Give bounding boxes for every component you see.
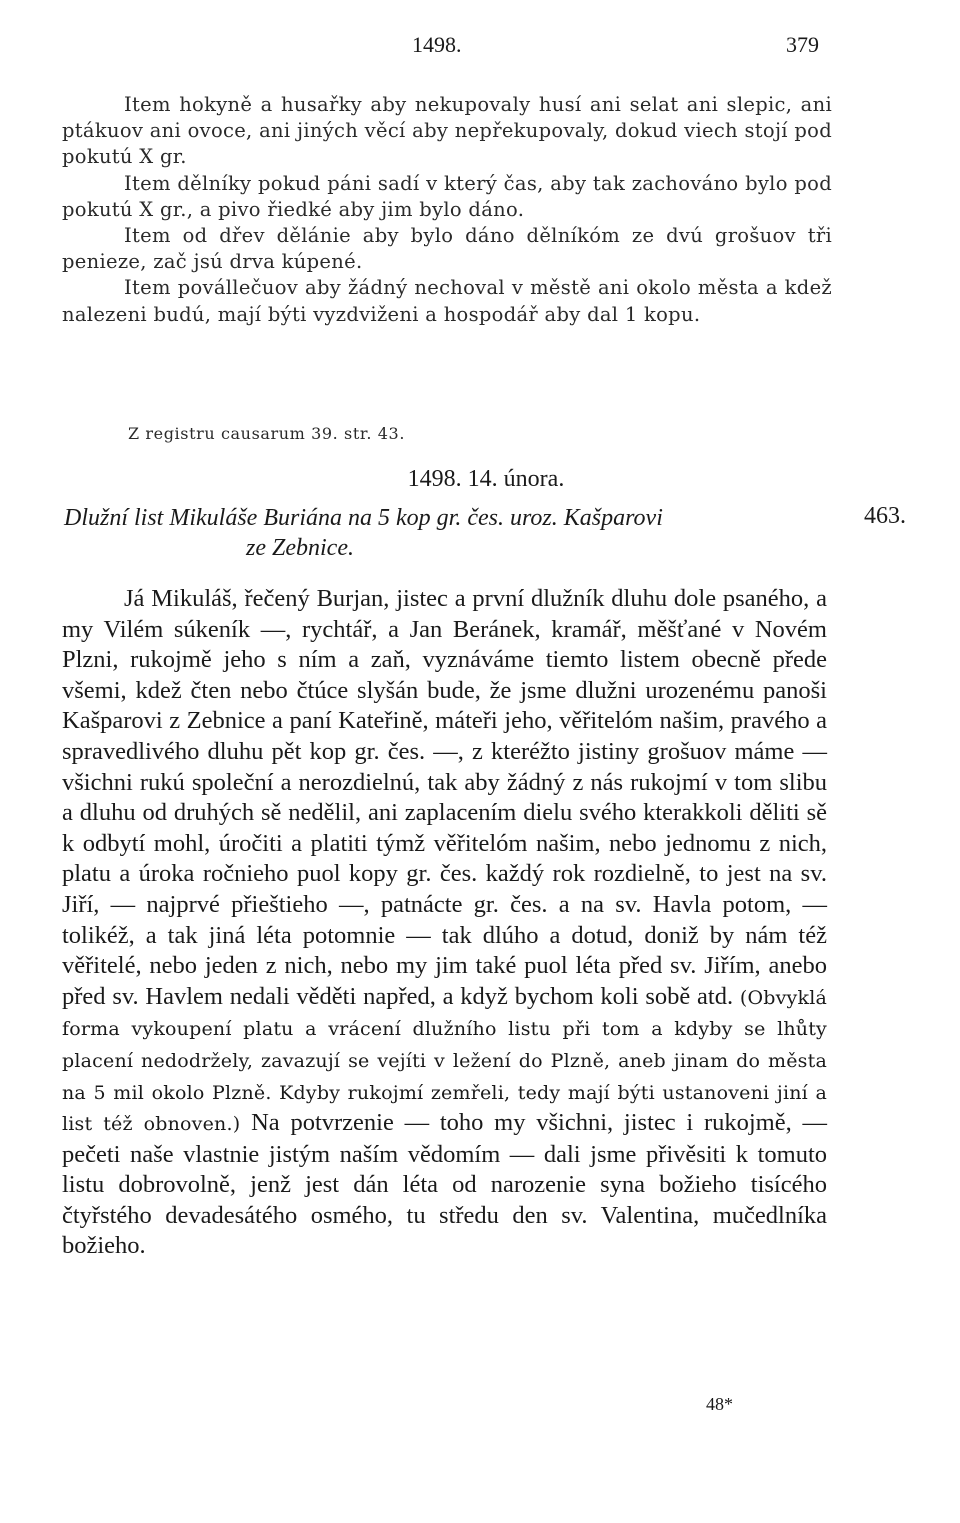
page-number: 379: [786, 32, 819, 57]
charter-text-b: Na potvrzenie — toho my všichni, jistec i rukojmě, — pečeti naše vlastnie jistým naším vědomím — dali jsme přivěsiti k tomuto listu dobrovolně, jenž jest dán léta od narozenie syna božieho tisícého čtyřstého devadesátého osmého, tu středu den sv. Valentina, mučedlníka božieho.: [62, 1109, 827, 1260]
document-title-line-1: Dlužní list Mikuláše Buriána na 5 kop gr. čes. uroz. Kašparovi: [64, 505, 663, 531]
source-note: Z registru causarum 39. str. 43.: [128, 424, 406, 443]
regulations-block: [62, 92, 832, 328]
item-paragraph: Item dělníky pokud páni sadí v který čas, aby tak zachováno bylo pod pokutú X gr., a pivo řiedké aby jim bylo dáno.: [62, 171, 832, 221]
date-heading: 1498. 14. února.: [407, 466, 565, 492]
item-paragraph: Item od dřev dělánie aby bylo dáno dělníkóm ze dvú grošuov tři penieze, zač jsú drva kúpené.: [62, 224, 832, 274]
charter-number: 463.: [864, 503, 906, 529]
editorial-note: (Obvyklá forma vykoupení platu a vrácení dlužního listu při tom a kdyby se lhůty placení nedodržely, zavazují se vejíti v ležení do Plzně, aneb jinam do města na 5 mil okolo Plzně. Kdyby rukojmí zemřeli, tedy mají býti ustanoveni jiní a list též obnoven.): [62, 986, 828, 1136]
charter-body: [62, 584, 827, 1262]
running-header-year: 1498.: [412, 32, 462, 57]
document-title-line-2: ze Zebnice.: [246, 535, 354, 561]
charter-text-a: Já Mikuláš, řečený Burjan, jistec a první dlužník dluhu dole psaného, a my Vilém súkeník —, rychtář, a Jan Beránek, kramář, měšťané v Novém Plzni, rukojmě jeho s ním a zaň, vyznáváme tiemto listem obecně přede všemi, kdež čten nebo čtúce slyšán bude, že jsme dlužni urozenému panoši Kašparovi z Zebnice a paní Kateřině, máteři jeho, věřitelóm našim, pravého a spravedlivého dluhu pět kop gr. čes. —, z kteréžto jistiny grošuov máme — všichni rukú společní a nerozdielnú, tak aby žádný z nás rukojmí v tom slibu a dluhu od druhých sě nedělil, ani zaplacením dielu svého kterakkoli děliti sě k odbytí mohl, úročiti a platiti týmž věřitelóm našim, nebo jednomu z nich, platu a úroka ročnieho puol kopy gr. čes. každý rok rozdielně, to jest na sv. Jiří, — najprvé přieštieho —, patnácte gr. čes. a na sv. Havla potom, — tolikéž, a tak jiná léta potomnie — tak dlúho a dotud, doniž by nám též věřitelé, nebo jeden z nich, nebo my jim také puol léta před sv. Jiřím, anebo před sv. Havlem nedali věděti napřed, a když bychom koli sobě atd.: [62, 585, 827, 1010]
signature-mark: 48*: [706, 1394, 733, 1414]
charter-paragraph: [62, 584, 827, 1262]
document-title: [64, 503, 854, 563]
item-paragraph: Item hokyně a husařky aby nekupovaly husí ani selat ani slepic, ani ptákuov ani ovoce, ani jiných věcí aby nepřekupovaly, dokud viech stojí pod pokutú X gr.: [62, 93, 832, 169]
item-paragraph: Item povállečuov aby žádný nechoval v městě ani okolo města a kdež nalezeni budú, mají býti vyzdviženi a hospodář aby dal 1 kopu.: [62, 276, 832, 326]
